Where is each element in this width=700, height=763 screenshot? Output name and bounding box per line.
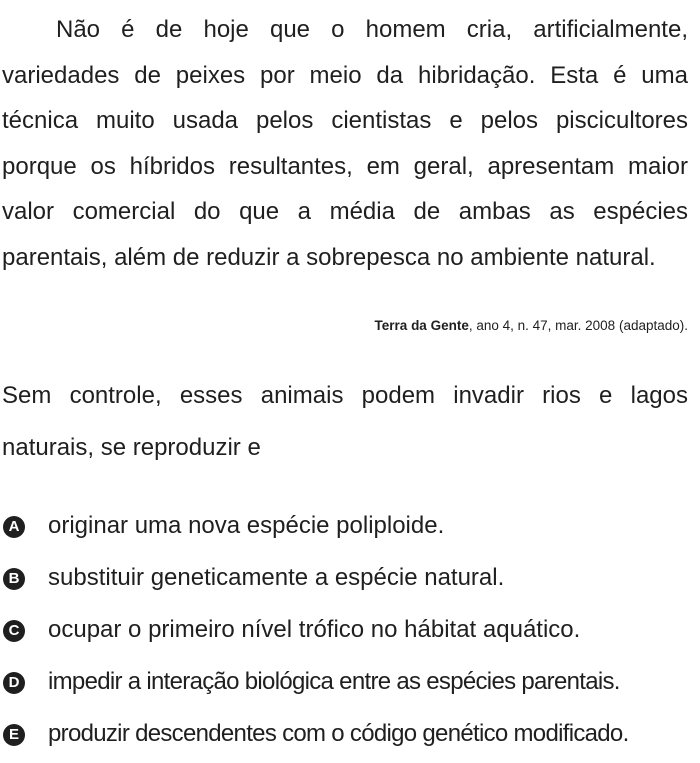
option-a[interactable] [0, 503, 700, 555]
option-c[interactable] [0, 607, 700, 659]
option-letter-b: B [3, 568, 25, 590]
option-text-a: originar uma nova espécie poliploide. [48, 512, 445, 539]
option-text-c: ocupar o primeiro nível trófico no hábitat aquático. [48, 616, 581, 643]
option-text-d: impedir a interação biológica entre as espécies parentais. [48, 668, 620, 695]
option-d[interactable] [0, 659, 700, 711]
option-b[interactable] [0, 555, 700, 607]
question-stem: Sem controle, esses animais podem invadir rios e lagos naturais, se reproduzir e [2, 382, 688, 461]
source-details: , ano 4, n. 47, mar. 2008 (adaptado). [468, 318, 688, 333]
option-letter-c: C [3, 620, 25, 642]
option-letter-e: E [3, 724, 25, 746]
option-e[interactable] [0, 711, 700, 763]
passage-text [2, 7, 688, 280]
option-letter-d: D [3, 672, 25, 694]
option-text-b: substituir geneticamente a espécie natural. [48, 564, 505, 591]
answer-options [0, 503, 700, 763]
source-title: Terra da Gente [374, 318, 469, 333]
source-citation [375, 316, 688, 336]
option-letter-a: A [3, 516, 25, 538]
passage-body: Não é de hoje que o homem cria, artificialmente, variedades de peixes por meio da hibridação. Esta é uma técnica muito usada pelos cientistas e pelos piscicultores porque os híbridos resultantes, em geral, apresentam maior valor comercial do que a média de ambas as espécies parentais, além de reduzir a sobrepesca no ambiente natural. [2, 16, 688, 271]
option-text-e: produzir descendentes com o código genético modificado. [48, 720, 629, 747]
